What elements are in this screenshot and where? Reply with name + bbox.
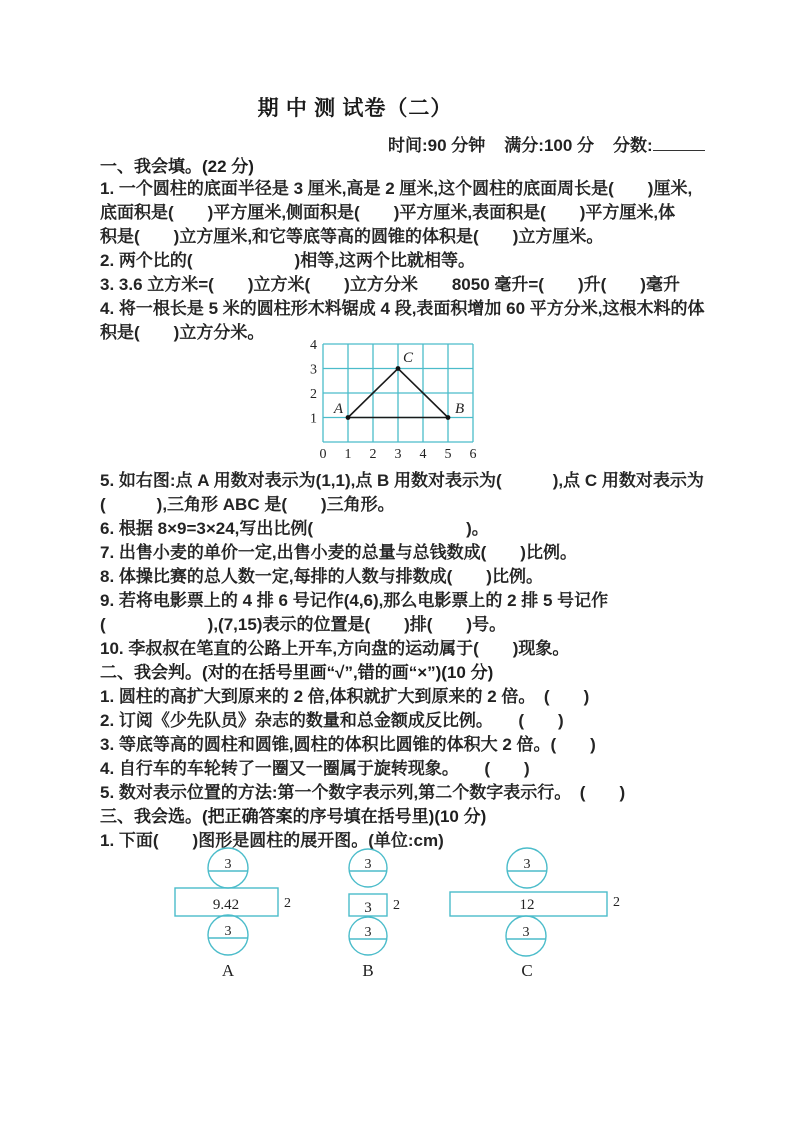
option-c-bottom-circle-value: 3 [522, 925, 530, 940]
x-tick-1: 1 [344, 447, 352, 462]
page-title: 期 中 测 试卷（二） [257, 96, 453, 120]
y-tick-3: 3 [310, 362, 317, 378]
vertex-dot-a [346, 415, 351, 420]
x-tick-3: 3 [394, 447, 402, 462]
fill-q3: 3. 3.6 立方米=( )立方米( )立方分米 8050 毫升=( )升( )毫升 [100, 275, 680, 294]
fill-q9-line1: 9. 若将电影票上的 4 排 6 号记作(4,6),那么电影票上的 2 排 5 号记作 [100, 591, 609, 610]
x-tick-2: 2 [369, 447, 377, 462]
option-b-rect-value: 3 [364, 900, 372, 916]
fill-q1-line1: 1. 一个圆柱的底面半径是 3 厘米,高是 2 厘米,这个圆柱的底面周长是( )厘米, [100, 179, 693, 198]
option-c-label: C [521, 961, 533, 980]
fill-q10: 10. 李叔叔在笔直的公路上开车,方向盘的运动属于( )现象。 [100, 639, 570, 658]
point-label-b: B [455, 401, 465, 417]
point-label-c: C [403, 350, 414, 366]
option-a-top-circle-value: 3 [224, 857, 232, 872]
fill-q9-line2: ( ),(7,15)表示的位置是( )排( )号。 [100, 615, 507, 634]
option-a-label: A [221, 961, 235, 980]
fill-q4-line1: 4. 将一根长是 5 米的圆柱形木料锯成 4 段,表面积增加 60 平方分米,这根木料的体 [100, 299, 705, 318]
fill-q5-line2: ( ),三角形 ABC 是( )三角形。 [100, 495, 395, 514]
x-tick-5: 5 [444, 447, 452, 462]
cylinder-net-options-figure [165, 845, 625, 985]
score-blank-line [653, 136, 705, 151]
fill-q6: 6. 根据 8×9=3×24,写出比例( )。 [100, 519, 489, 538]
judge-item-5: 5. 数对表示位置的方法:第一个数字表示列,第二个数字表示行。 ( ) [100, 783, 626, 802]
fill-q7: 7. 出售小麦的单价一定,出售小麦的总量与总钱数成( )比例。 [100, 543, 577, 562]
full-score-label: 满分:100 分 [504, 136, 595, 155]
vertex-dot-c [396, 366, 401, 371]
choose-item-1: 1. 下面( )图形是圆柱的展开图。(单位:cm) [100, 831, 444, 850]
fill-q4-line2: 积是( )立方分米。 [100, 323, 265, 342]
coordinate-grid-figure [303, 339, 483, 463]
fill-section-heading: 一、我会填。(22 分) [100, 157, 254, 176]
time-label: 时间:90 分钟 [388, 136, 486, 155]
vertex-dot-b [446, 415, 451, 420]
option-c-rect-value: 12 [519, 897, 535, 913]
option-a-bottom-circle-value: 3 [224, 924, 232, 939]
y-tick-1: 1 [310, 411, 317, 427]
fill-q1-line2: 底面积是( )平方厘米,侧面积是( )平方厘米,表面积是( )平方厘米,体 [100, 203, 676, 222]
option-c-height-value: 2 [613, 895, 620, 910]
option-b-label: B [362, 961, 374, 980]
y-tick-2: 2 [310, 387, 317, 402]
choose-section-heading: 三、我会选。(把正确答案的序号填在括号里)(10 分) [100, 807, 487, 826]
option-b-top-circle-value: 3 [364, 857, 372, 872]
x-tick-0: 0 [319, 447, 327, 462]
fill-q1-line3: 积是( )立方厘米,和它等底等高的圆锥的体积是( )立方厘米。 [100, 227, 604, 246]
judge-item-4: 4. 自行车的车轮转了一圈又一圈属于旋转现象。 ( ) [100, 759, 530, 778]
judge-item-3: 3. 等底等高的圆柱和圆锥,圆柱的体积比圆锥的体积大 2 倍。( ) [100, 735, 596, 754]
x-tick-4: 4 [419, 447, 427, 462]
fill-q2: 2. 两个比的( )相等,这两个比就相等。 [100, 251, 475, 270]
option-b-bottom-circle-value: 3 [364, 925, 372, 940]
fill-q8: 8. 体操比赛的总人数一定,每排的人数与排数成( )比例。 [100, 567, 543, 586]
score-label: 分数: [613, 136, 653, 155]
fill-q5-line1: 5. 如右图:点 A 用数对表示为(1,1),点 B 用数对表示为( ),点 C 用数对表示为 [100, 471, 704, 490]
x-tick-6: 6 [469, 447, 477, 462]
grid-lines [323, 344, 473, 442]
option-a-rect-value: 9.42 [212, 897, 240, 913]
point-label-a: A [333, 401, 343, 417]
option-c-top-circle-value: 3 [523, 857, 531, 872]
y-tick-4: 4 [310, 339, 317, 353]
option-a-height-value: 2 [284, 896, 291, 911]
exam-info-line [388, 131, 705, 156]
judge-section-heading: 二、我会判。(对的在括号里画“√”,错的画“×”)(10 分) [100, 663, 494, 682]
judge-item-2: 2. 订阅《少先队员》杂志的数量和总金额成反比例。 ( ) [100, 711, 564, 730]
judge-item-1: 1. 圆柱的高扩大到原来的 2 倍,体积就扩大到原来的 2 倍。 ( ) [100, 687, 590, 706]
option-b-height-value: 2 [393, 898, 400, 913]
